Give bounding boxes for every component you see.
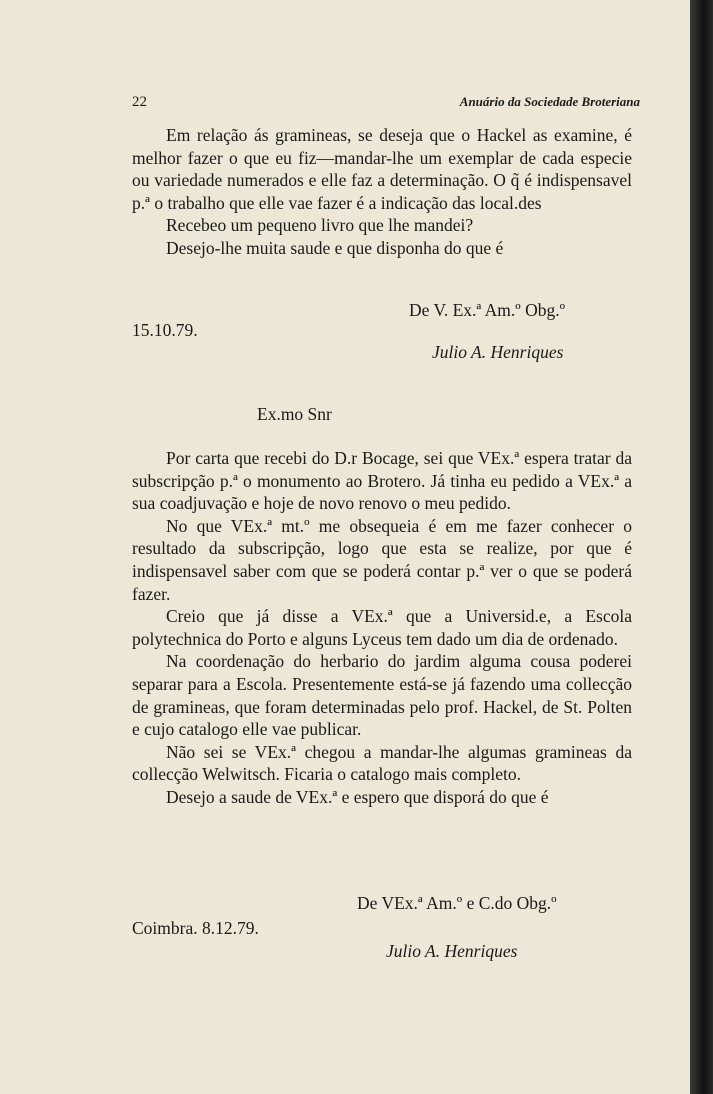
letter-2-paragraph: Creio que já disse a VEx.ª que a Universid.e, a Escola polytechnica do Porto e alguns Lyceus tem dado um dia de ordenado. [132,606,632,649]
running-title: Anuário da Sociedade Broteriana [459,94,640,109]
book-spine-shadow [690,0,713,1094]
letter-2-signature: Julio A. Henriques [386,941,518,961]
letter-2-body [132,447,632,809]
letter-2-closing: De VEx.ª Am.º e C.do Obg.º [357,893,557,913]
letter-1-closing: De V. Ex.ª Am.º Obg.º [409,300,566,320]
letter-1-body [132,124,632,260]
letter-1-paragraph: Em relação ás gramineas, se deseja que o Hackel as examine, é melhor fazer o que eu fiz—mandar-lhe um exemplar de cada especie ou variedade numerados e elle faz a determinação. O q̃ é indispensavel p.ª o trabalho que elle vae fazer é a indicação das local.des [132,125,632,213]
letter-1-paragraph: Desejo-lhe muita saude e que disponha do que é [166,237,504,258]
letter-2-paragraph: Por carta que recebi do D.r Bocage, sei que VEx.ª espera tratar da subscripção p.ª o monumento ao Brotero. Já tinha eu pedido a VEx.ª a sua coadjuvação e hoje de novo renovo o meu pedido. [132,448,632,514]
page-number: 22 [132,94,147,110]
letter-1-signature: Julio A. Henriques [432,342,564,362]
page-header [132,94,640,114]
letter-2-paragraph: Não sei se VEx.ª chegou a mandar-lhe algumas gramineas da collecção Welwitsch. Ficaria o catalogo mais completo. [132,741,632,785]
letter-2-date: Coimbra. 8.12.79. [132,918,259,938]
letter-1-paragraph: Recebeo um pequeno livro que lhe mandei? [166,215,474,236]
letter-2-paragraph: Na coordenação do herbario do jardim alguma cousa poderei separar para a Escola. Presentemente está-se já fazendo uma collecção de gramineas, que foram determinadas pelo prof. Hackel, de St. Polten e cujo catalogo elle vae publicar. [132,651,632,740]
letter-2-paragraph: Desejo a saude de VEx.ª e espero que disporá do que é [166,786,549,807]
letter-2-paragraph: No que VEx.ª mt.º me obsequeia é em me fazer conhecer o resultado da subscripção, logo que esta se realize, por que é indispensavel saber com que se poderá contar p.ª ver o que se poderá fazer. [132,515,632,604]
letter-2-salutation: Ex.mo Snr [257,404,332,424]
letter-1-date: 15.10.79. [132,320,198,340]
